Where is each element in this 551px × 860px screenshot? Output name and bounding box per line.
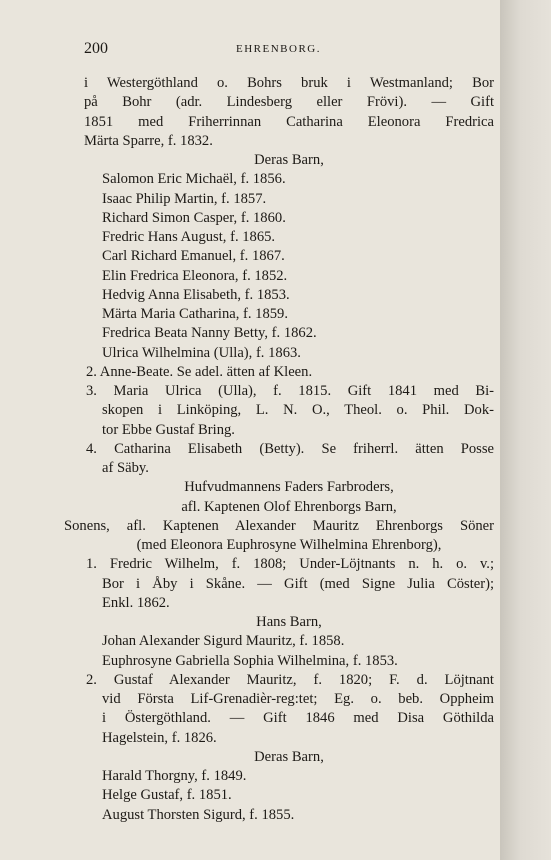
section-heading: Sonens, afl. Kaptenen Alexander Mauritz Ehrenborgs Söner — [64, 517, 494, 534]
section-heading: Hans Barn, — [256, 614, 322, 630]
numbered-entry: 2. Anne-Beate. Se adel. ätten af Kleen. — [86, 363, 313, 380]
text-line: Hagelstein, f. 1826. — [102, 729, 217, 746]
page-header — [84, 40, 494, 60]
child-entry: Carl Richard Emanuel, f. 1867. — [102, 248, 285, 265]
running-head: EHRENBORG. — [236, 43, 321, 55]
text-line: i Westergöthland o. Bohrs bruk i Westmanland; Bor — [84, 75, 494, 91]
child-entry: Johan Alexander Sigurd Mauritz, f. 1858. — [102, 633, 345, 650]
text-line: Bor i Åby i Skåne. — Gift (med Signe Julia Cöster); — [102, 575, 494, 592]
text-line: Märta Sparre, f. 1832. — [84, 132, 213, 149]
text-line: af Säby. — [102, 460, 149, 476]
numbered-entry: 4. Catharina Elisabeth (Betty). Se friherrl. ätten Posse — [86, 440, 494, 457]
page-number: 200 — [84, 40, 108, 57]
section-heading: Deras Barn, — [254, 748, 324, 765]
page-text — [64, 74, 494, 825]
section-heading: afl. Kaptenen Olof Ehrenborgs Barn, — [181, 498, 397, 515]
child-entry: Ulrica Wilhelmina (Ulla), f. 1863. — [102, 344, 301, 361]
child-entry: Richard Simon Casper, f. 1860. — [102, 209, 286, 226]
section-heading: Deras Barn, — [254, 152, 324, 168]
child-entry: Euphrosyne Gabriella Sophia Wilhelmina, f. 1853. — [102, 652, 398, 669]
child-entry: Fredrica Beata Nanny Betty, f. 1862. — [102, 325, 317, 342]
child-entry: Elin Fredrica Eleonora, f. 1852. — [102, 267, 288, 284]
child-entry: August Thorsten Sigurd, f. 1855. — [102, 806, 295, 823]
text-line: skopen i Linköping, L. N. O., Theol. o. Phil. Dok- — [102, 402, 494, 419]
text-line: vid Första Lif-Grenadièr-reg:tet; Eg. o. beb. Oppheim — [102, 691, 494, 707]
child-entry: Märta Maria Catharina, f. 1859. — [102, 306, 289, 322]
text-line: i Östergöthland. — Gift 1846 med Disa Göthilda — [102, 710, 494, 727]
text-line: tor Ebbe Gustaf Bring. — [102, 421, 235, 438]
text-line: Enkl. 1862. — [102, 594, 170, 611]
text-line: 1851 med Friherrinnan Catharina Eleonora Fredrica — [84, 113, 494, 130]
child-entry: Salomon Eric Michaël, f. 1856. — [102, 171, 286, 188]
child-entry: Hedvig Anna Elisabeth, f. 1853. — [102, 286, 290, 303]
child-entry: Fredric Hans August, f. 1865. — [102, 229, 276, 245]
numbered-entry: 1. Fredric Wilhelm, f. 1808; Under-Löjtnants n. h. o. v.; — [86, 556, 494, 573]
child-entry: Helge Gustaf, f. 1851. — [102, 787, 232, 804]
text-line: på Bohr (adr. Lindesberg eller Frövi). — Gift — [84, 94, 494, 111]
numbered-entry: 2. Gustaf Alexander Mauritz, f. 1820; F. d. Löjtnant — [86, 671, 494, 688]
page-edge — [500, 0, 551, 860]
numbered-entry: 3. Maria Ulrica (Ulla), f. 1815. Gift 1841 med Bi- — [86, 383, 494, 399]
child-entry: Isaac Philip Martin, f. 1857. — [102, 190, 267, 207]
section-heading: (med Eleonora Euphrosyne Wilhelmina Ehrenborg), — [136, 537, 442, 553]
section-heading: Hufvudmannens Faders Farbroders, — [184, 479, 394, 496]
child-entry: Harald Thorgny, f. 1849. — [102, 768, 247, 784]
